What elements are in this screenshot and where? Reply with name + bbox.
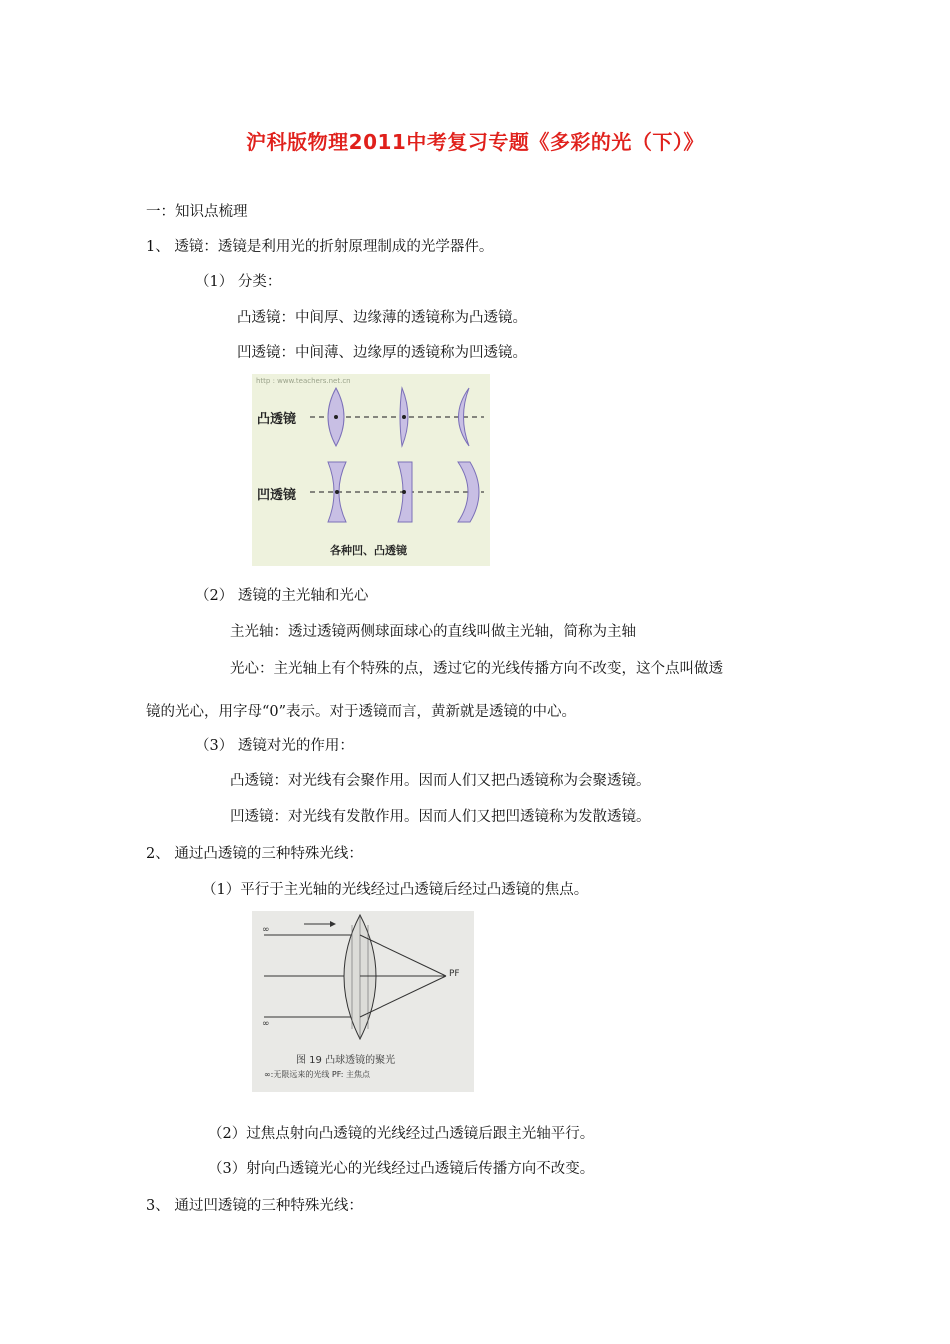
subheading: （2） 透镜的主光轴和光心: [195, 588, 369, 604]
section-heading: 2、 通过凸透镜的三种特殊光线：: [146, 846, 363, 862]
paragraph: 光心：主光轴上有个特殊的点，透过它的光线传播方向不改变，这个点叫做透: [230, 661, 723, 677]
paragraph: 主光轴：透过透镜两侧球面球心的直线叫做主光轴，简称为主轴: [230, 624, 636, 640]
paragraph: 凸透镜：对光线有会聚作用。因而人们又把凸透镜称为会聚透镜。: [230, 773, 651, 789]
paragraph: 凹透镜：中间薄、边缘厚的透镜称为凹透镜。: [237, 345, 527, 361]
figure-caption-legend: ∞:无限远来的光线 PF: 主焦点: [264, 1070, 370, 1079]
watermark-text: http : www.teachers.net.cn: [256, 377, 351, 385]
convex-label: 凸透镜: [257, 412, 297, 427]
paragraph: 凹透镜：对光线有发散作用。因而人们又把凹透镜称为发散透镜。: [230, 809, 651, 825]
subheading: （1） 分类：: [195, 274, 282, 290]
paragraph: 镜的光心，用字母“0”表示。对于透镜而言，黄新就是透镜的中心。: [146, 704, 577, 720]
figure-caption: 图 19 凸球透镜的聚光: [296, 1055, 396, 1066]
convex-focus-figure: [252, 911, 474, 1092]
ray-label-bottom: ∞: [262, 1019, 270, 1029]
section-heading: 3、 通过凹透镜的三种特殊光线：: [146, 1198, 363, 1214]
page-title: 沪科版物理2011中考复习专题《多彩的光（下）》: [246, 130, 704, 154]
figure-caption: 各种凹、凸透镜: [330, 544, 407, 557]
subheading: （3） 透镜对光的作用：: [195, 738, 354, 754]
focus-label: PF: [449, 969, 460, 979]
paragraph: （2）过焦点射向凸透镜的光线经过凸透镜后跟主光轴平行。: [208, 1126, 595, 1142]
lens-types-figure: [252, 374, 490, 566]
paragraph: 1、 透镜：透镜是利用光的折射原理制成的光学器件。: [146, 239, 494, 255]
paragraph: 凸透镜：中间厚、边缘薄的透镜称为凸透镜。: [237, 310, 527, 326]
paragraph: （1）平行于主光轴的光线经过凸透镜后经过凸透镜的焦点。: [202, 882, 589, 898]
ray-label-top: ∞: [262, 925, 270, 935]
paragraph: （3）射向凸透镜光心的光线经过凸透镜后传播方向不改变。: [208, 1161, 595, 1177]
concave-label: 凹透镜: [257, 488, 297, 503]
section-heading: 一：知识点梳理: [146, 204, 248, 220]
lens-diagram: [252, 374, 490, 566]
